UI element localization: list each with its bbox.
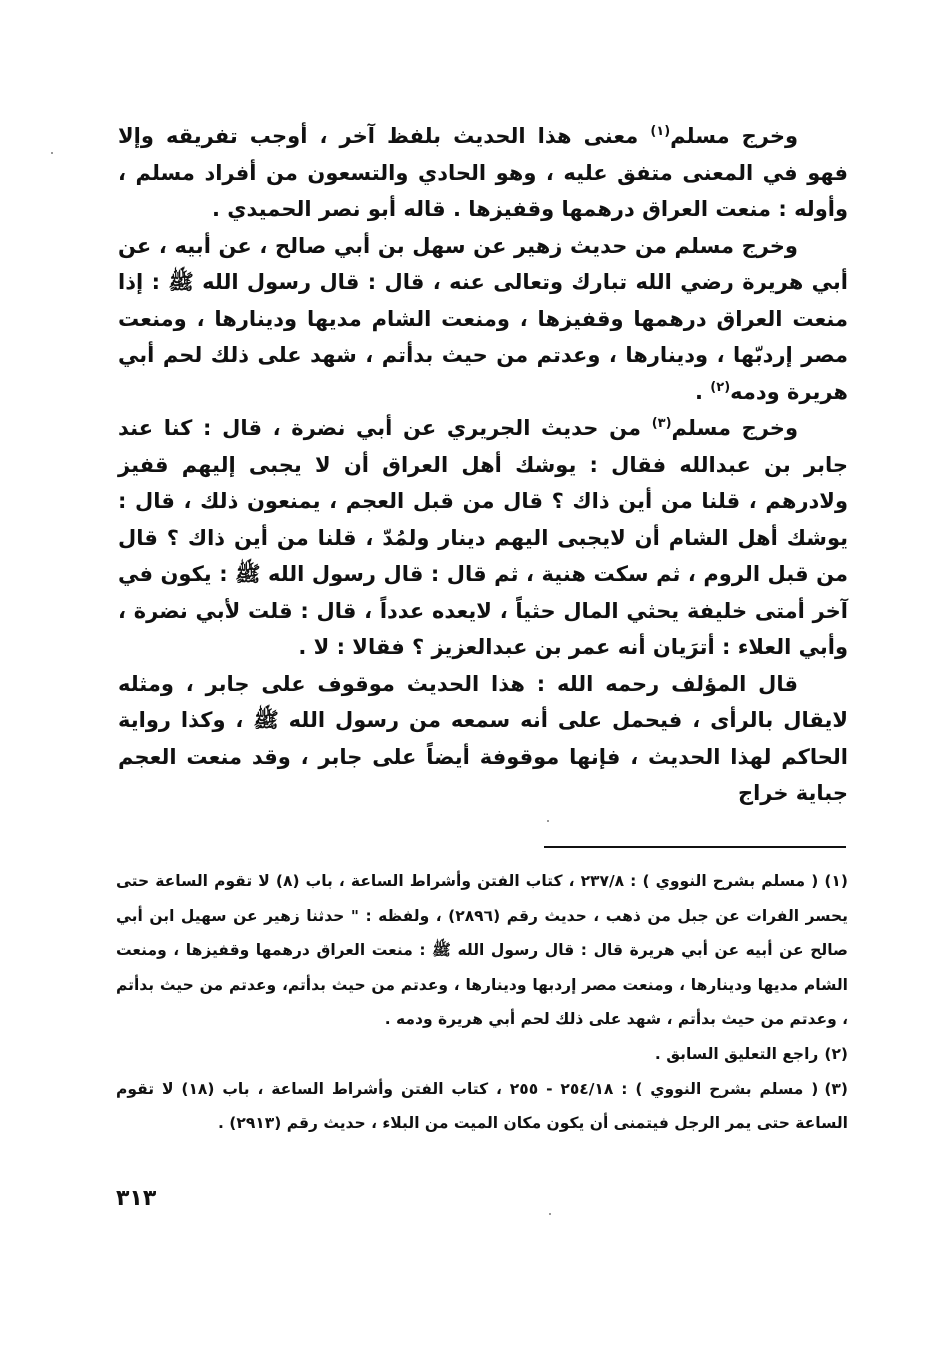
paragraph-1 [118,118,848,228]
scan-speck [549,1213,551,1215]
footnote-separator [544,846,846,848]
footnote-reference-3[interactable]: (٣) [651,416,672,431]
main-text-block [118,118,848,812]
footnote-number: (٢) [824,1044,848,1063]
paragraph-2 [118,228,848,411]
footnote-text: راجع التعليق السابق . [654,1044,819,1063]
paragraph-text: معنى هذا الحديث بلفظ آخر ، أوجب تفريقه وإلا فهو في المعنى متفق عليه ، وهو الحادي والتسعون من أفراد مسلم ، وأوله : منعت العراق درهمها وقفيزها . قاله أبو نصر الحميدي . [118,124,848,221]
paragraph-text: وخرج مسلم [671,416,798,440]
paragraph-text: من حديث الجريري عن أبي نضرة ، قال : كنا عند جابر بن عبدالله فقال : يوشك أهل العراق أن لا يجبى إليهم قفيز ولادرهم ، قلنا من أين ذاك ؟ قال من قبل العجم ، يمنعون ذلك ، قال : يوشك أهل الشام أن لايجبى اليهم دينار ولمُدّ ، قلنا من أين ذاك ؟ قال من قبل الروم ، ثم سكت هنية ، ثم قال : قال رسول الله ﷺ : يكون في آخر أمتى خليفة يحثي المال حثياً ، لايعده عدداً ، قال : قلت لأبي نضرة ، وأبي العلاء : أترَيان أنه عمر بن عبدالعزيز ؟ فقالا : لا . [118,416,848,659]
footnote-reference-1[interactable]: (١) [650,124,671,139]
footnote-text: ( مسلم بشرح النووي ) : ٢٥٤/١٨ - ٢٥٥ ، كتاب الفتن وأشراط الساعة ، باب (١٨) لا تقوم الساعة حتى يمر الرجل فيتمنى أن يكون مكان الميت من البلاء ، حديث رقم (٢٩١٣) . [116,1079,848,1133]
paragraph-text: وخرج مسلم [670,124,799,148]
scan-speck [51,152,53,154]
footnote-1 [116,864,848,1037]
footnote-text: ( مسلم بشرح النووي ) : ٢٣٧/٨ ، كتاب الفتن وأشراط الساعة ، باب (٨) لا تقوم الساعة حتى يحسر الفرات عن جبل من ذهب ، حديث رقم (٢٨٩٦) ، ولفظه : " حدثنا زهير عن سهيل ابن أبي صالح عن أبيه عن أبي هريرة قال : قال رسول الله ﷺ : منعت العراق درهمها وقفيزها ، ومنعت الشام مديها ودينارها ، ومنعت مصر إردبها ودينارها ، وعدتم من حيث بدأتم، وعدتم من حيث بدأتم ، وعدتم من حيث بدأتم ، شهد على ذلك لحم أبي هريرة ودمه . [116,872,848,1029]
page-number: ٣١٣ [116,1186,157,1211]
footnote-number: (١) [824,872,848,890]
paragraph-text: قال المؤلف رحمه الله : هذا الحديث موقوف على جابر ، ومثله لايقال بالرأى ، فيحمل على أنه سمعه من رسول الله ﷺ ، وكذا رواية الحاكم لهذا الحديث ، فإنها موقوفة أيضاً على جابر ، وقد منعت العجم جباية خراج [118,671,848,805]
footnote-reference-2[interactable]: (٢) [710,379,731,395]
footnote-number: (٣) [824,1079,848,1098]
scan-speck [547,820,549,822]
paragraph-text: . [695,379,711,404]
footnotes-section [116,864,848,1141]
paragraph-4 [118,666,848,812]
paragraph-text: وخرج مسلم من حديث زهير عن سهل بن أبي صالح ، عن أبيه ، عن أبي هريرة رضي الله تبارك وتعالى عنه ، قال : قال رسول الله ﷺ : إذا منعت العراق درهمها وقفيزها ، ومنعت الشام مديها ودينارها ، ومنعت مصر إردبّها ، ودينارها ، وعدتم من حيث بدأتم ، شهد على ذلك لحم أبي هريرة ودمه [118,233,848,404]
footnote-3 [116,1072,848,1141]
footnote-2 [116,1037,848,1072]
paragraph-3 [118,410,848,666]
